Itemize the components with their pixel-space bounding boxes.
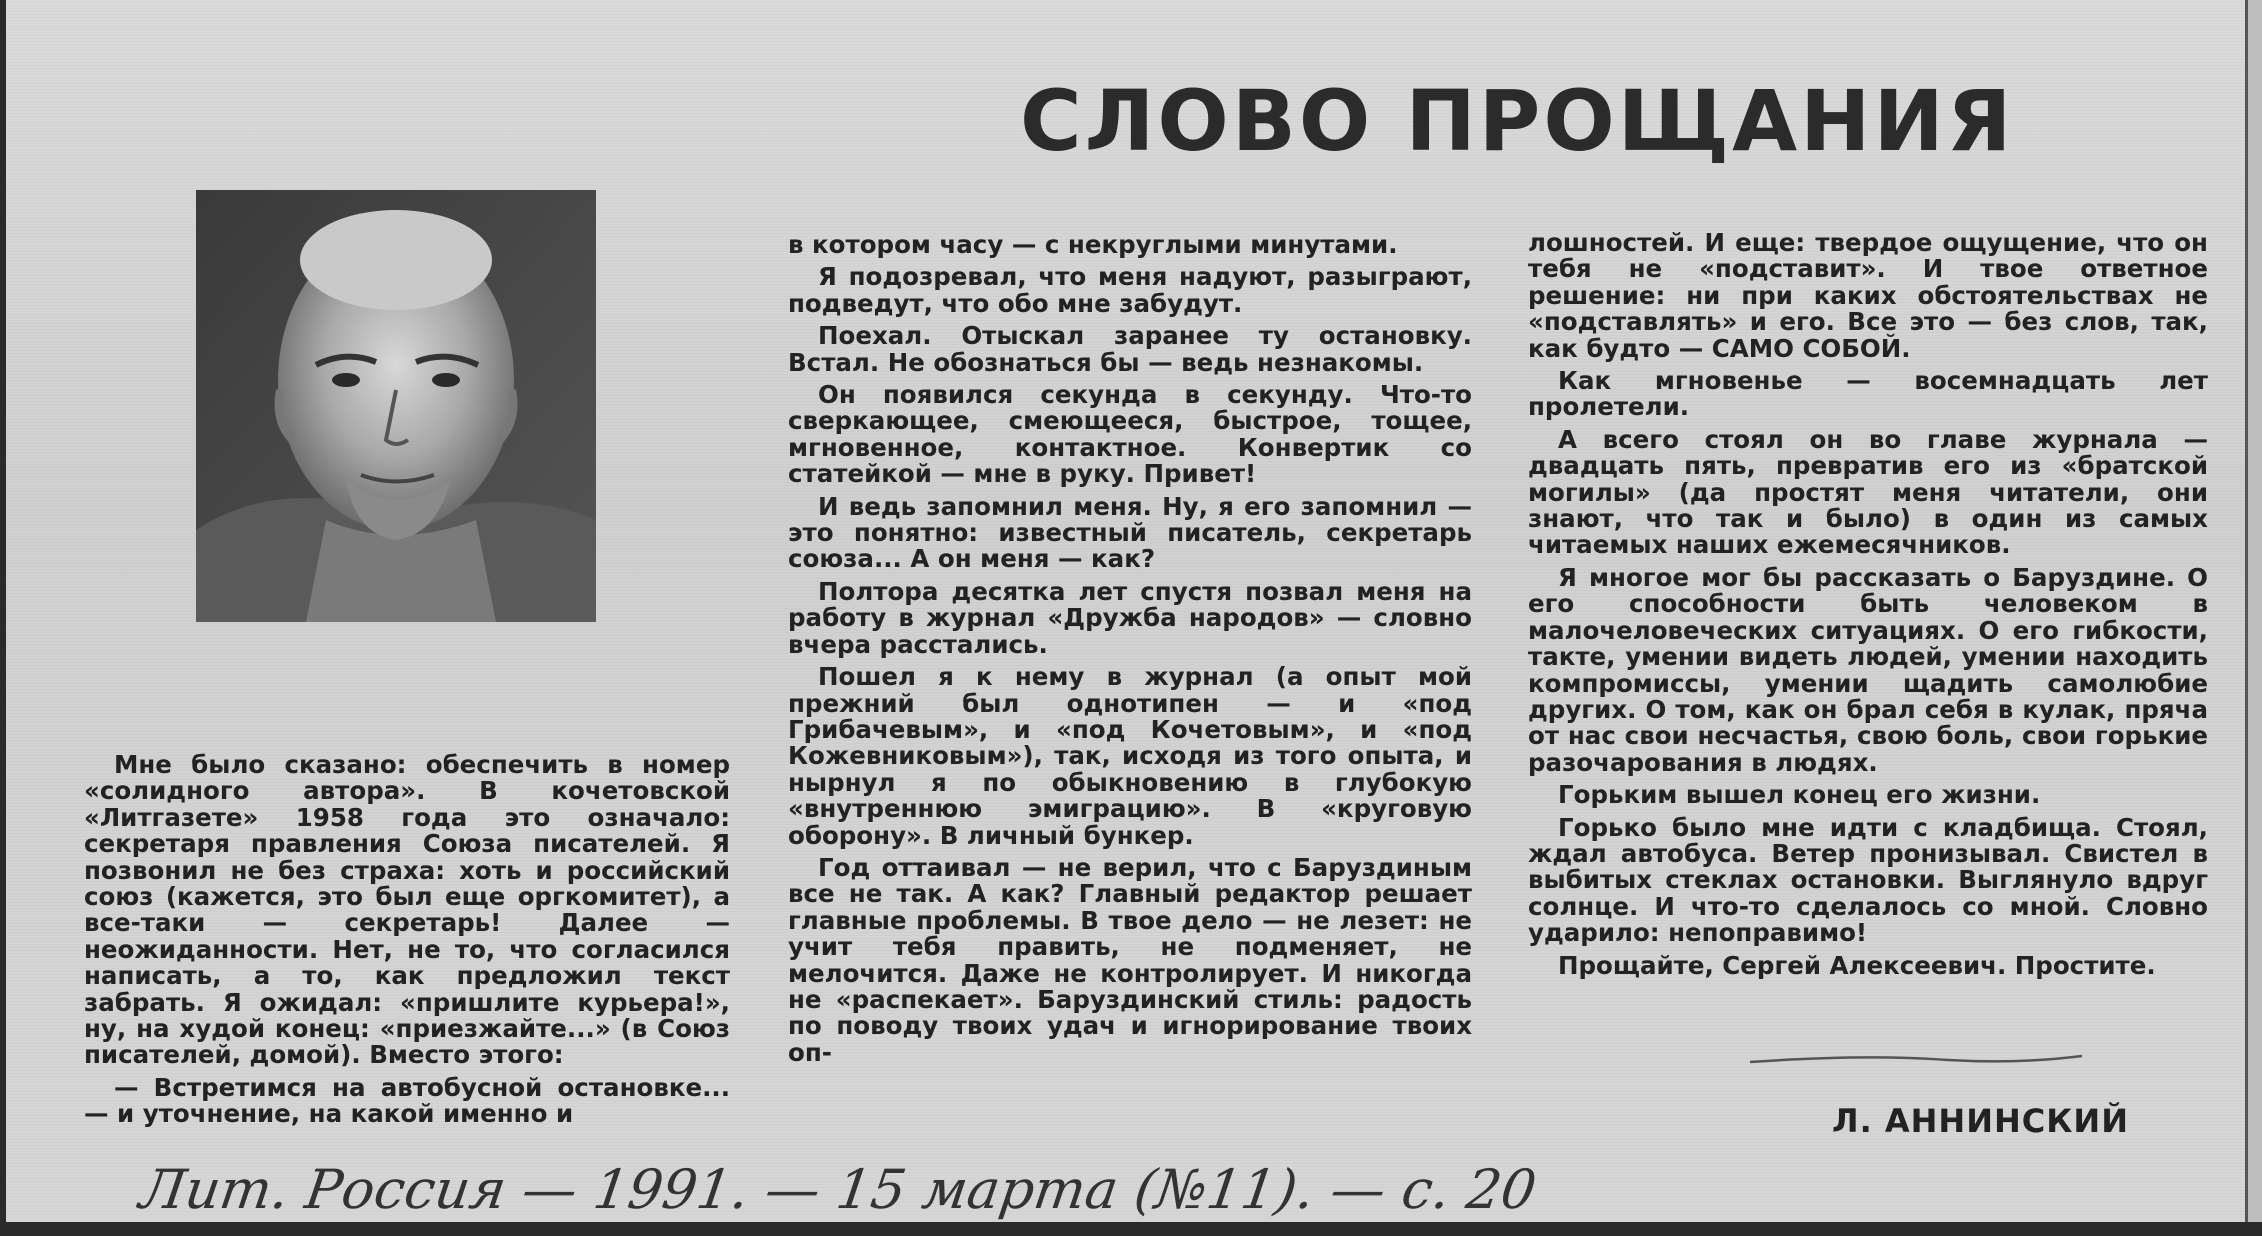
paragraph: Мне было сказано: обеспечить в номер «солидного автора». В кочетовской «Литгазете» 1958 года это означало: секретаря правления Союза писателей. Я позвонил не без страха: хоть и российский союз (кажется, это был еще оргкомитет), а все-таки — секретарь! Далее — неожиданности. Нет, не то, что согласился написать, а то, как предложил текст забрать. Я ожидал: «пришлите курьера!», ну, на худой конец: «приезжайте...» (в Союз писателей, домой). Вместо этого: bbox=[84, 750, 730, 1070]
paragraph: Как мгновенье — восемнадцать лет пролетели. bbox=[1528, 366, 2208, 422]
paragraph: Я подозревал, что меня надуют, разыграют, подведут, что обо мне забудут. bbox=[788, 262, 1472, 318]
article-column-1 bbox=[84, 752, 730, 1134]
paragraph: Поехал. Отыскал заранее ту остановку. Встал. Не обознаться бы — ведь незнакомы. bbox=[788, 321, 1472, 377]
article-column-2 bbox=[788, 232, 1472, 1072]
author-signature: Л. АННИНСКИЙ bbox=[1832, 1102, 2129, 1140]
paragraph: в котором часу — с некруглыми минутами. bbox=[788, 230, 1398, 259]
paragraph: Горько было мне идти с кладбища. Стоял, ждал автобуса. Ветер пронизывал. Свистел в выбитых стеклах остановки. Выглянуло вдруг солнце. И что-то сделалось со мной. Словно ударило: непоправимо! bbox=[1528, 812, 2208, 948]
paragraph: Пошел я к нему в журнал (а опыт мой прежний был однотипен — и «под Грибачевым», и «под Кочетовым», и «под Кожевниковым»), так, исходя из того опыта, и нырнул я по обыкновению в глубокую «внутреннюю эмиграцию». В «круговую оборону». В личный бункер. bbox=[788, 662, 1472, 850]
clipping-left-edge bbox=[0, 0, 6, 1236]
paragraph: Он появился секунда в секунду. Что-то сверкающее, смеющееся, быстрое, тощее, мгновенное, контактное. Конвертик со статейкой — мне в руку. Привет! bbox=[788, 380, 1472, 489]
paragraph: Год оттаивал — не верил, что с Баруздиным все не так. А как? Главный редактор решает главные проблемы. В твое дело — не лезет: не учит тебя править, не подменяет, не мелочится. Даже не контролирует. И никогда не «распекает». Баруздинский стиль: радость по поводу твоих удач и игнорирование твоих оп- bbox=[788, 852, 1472, 1067]
paragraph: А всего стоял он во главе журнала — двадцать пять, превратив его из «братской могилы» (да простят меня читатели, они знают, что так и было) в один из самых читаемых наших ежемесячников. bbox=[1528, 424, 2208, 560]
paragraph: Полтора десятка лет спустя позвал меня на работу в журнал «Дружба народов» — словно вчера расстались. bbox=[788, 576, 1472, 659]
pencil-underline-mark bbox=[1748, 1050, 2084, 1070]
handwritten-source-note: Лит. Россия — 1991. — 15 марта (№11). — с. 20 bbox=[136, 1158, 1541, 1221]
portrait-photo bbox=[196, 190, 596, 622]
paragraph: Я многое мог бы рассказать о Баруздине. О его способности быть человеком в малочеловеческих ситуациях. О его гибкости, такте, умении видеть людей, умении находить компромиссы, умении щадить самолюбие других. О том, как он брал себя в кулак, пряча от нас свои несчастья, свою боль, свои горькие разочарования в людях. bbox=[1528, 562, 2208, 777]
article-column-3 bbox=[1528, 230, 2208, 985]
paragraph: И ведь запомнил меня. Ну, я его запомнил — это понятно: известный писатель, секретарь союза... А он меня — как? bbox=[788, 491, 1472, 574]
paragraph: — Встретимся на автобусной остановке... — и уточнение, на какой именно и bbox=[84, 1072, 730, 1129]
paragraph: лошностей. И еще: твердое ощущение, что он тебя не «подставит». И твое ответное решение: ни при каких обстоятельствах не «подставлять» и его. Все это — без слов, так, как будто — САМО СОБОЙ. bbox=[1528, 228, 2208, 363]
paragraph: Горьким вышел конец его жизни. bbox=[1558, 780, 2041, 810]
article-title: СЛОВО ПРОЩАНИЯ bbox=[1020, 72, 2015, 170]
paragraph: Прощайте, Сергей Алексеевич. Простите. bbox=[1558, 950, 2156, 980]
clipping-right-edge bbox=[2245, 0, 2262, 1236]
